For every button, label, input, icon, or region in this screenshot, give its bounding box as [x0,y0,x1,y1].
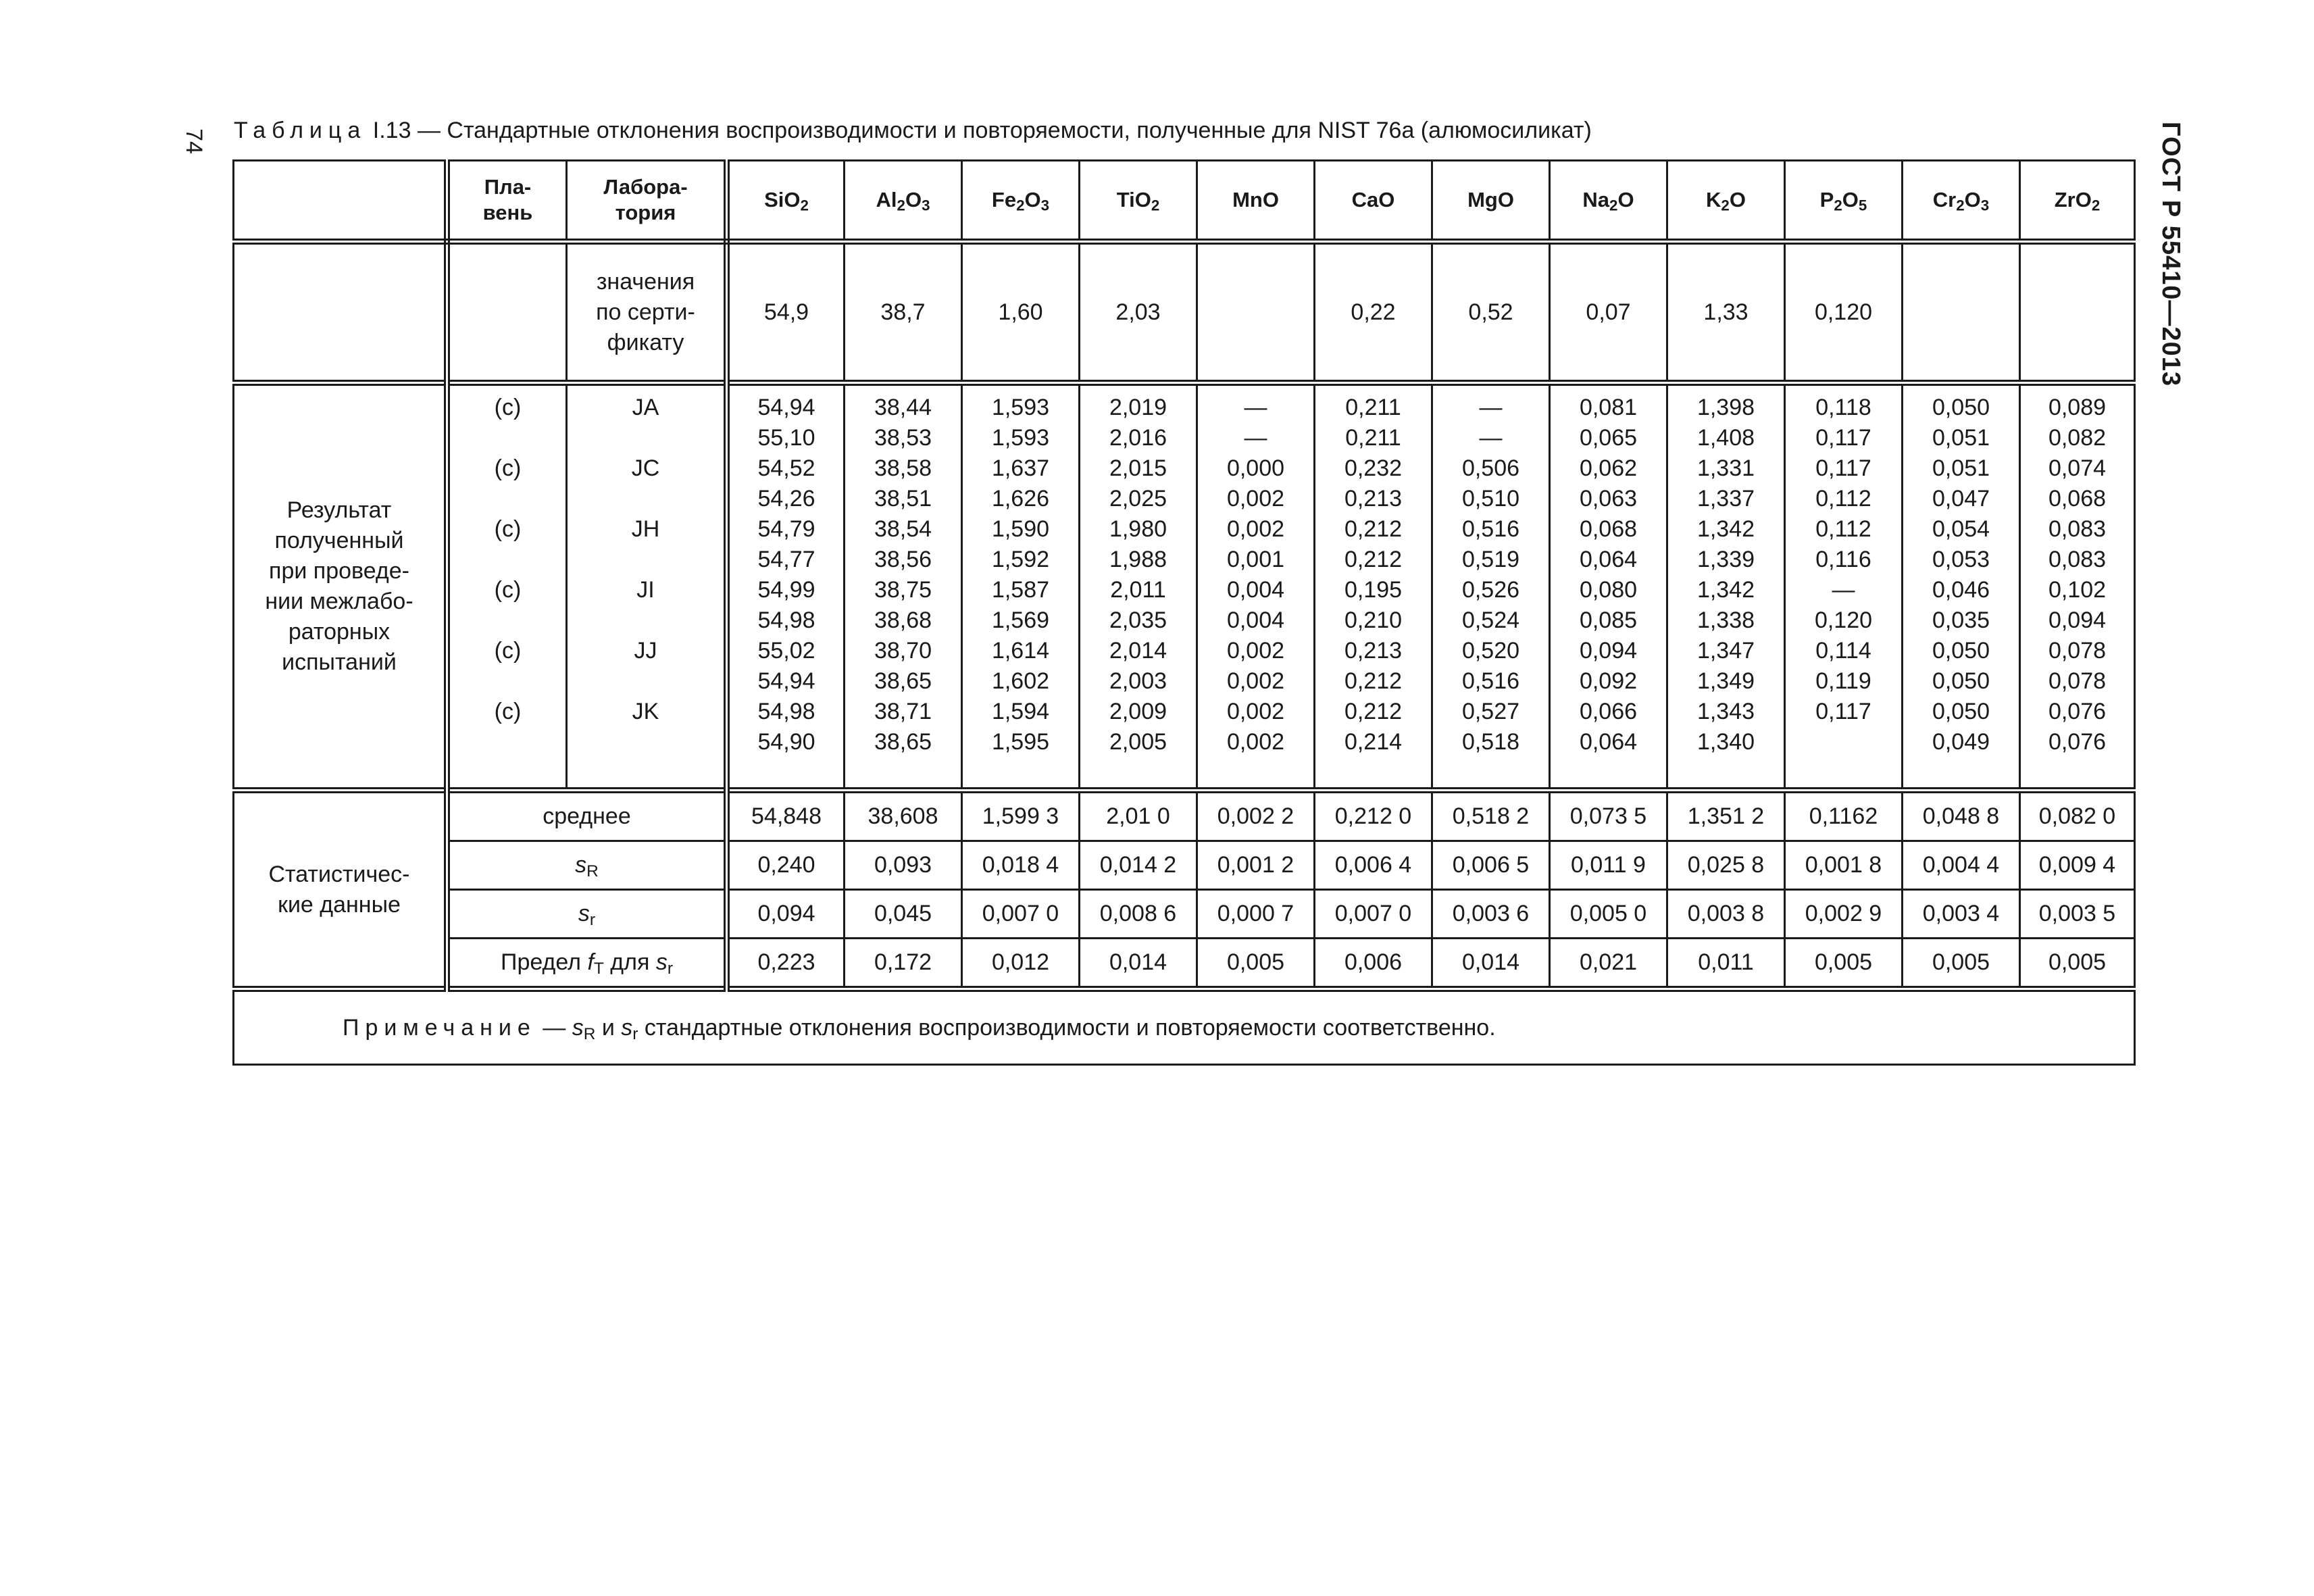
data-line: 0,053 [1932,547,1990,572]
stats-value: 0,003 8 [1667,890,1785,939]
data-line: 0,002 [1226,638,1285,664]
data-line: 0,516 [1461,516,1520,542]
stats-row-label: $s_r$ [447,890,727,939]
data-line: 0,112 [1815,516,1871,542]
header-oxide: $Na_2O$ [1550,161,1667,242]
data-line: 0,050 [1932,395,1990,420]
data-line: 0,114 [1815,638,1871,664]
header-oxide: TiO$_2$ [1080,161,1197,242]
data-line: 38,65 [874,729,932,755]
stats-value: 0,005 [1785,939,1903,989]
data-line: 0,002 [1226,516,1285,542]
data-line: 1,602 [991,668,1050,694]
data-line: 2,005 [1109,729,1167,755]
stats-value: 0,007 0 [962,890,1080,939]
data-line: 0,051 [1932,455,1990,481]
data-line: 0,078 [2048,668,2107,694]
data-line: — [1244,395,1267,420]
data-line: 0,074 [2048,455,2107,481]
certified-value: 38,7 [845,242,962,383]
stats-value: 0,003 4 [1903,890,2020,939]
header-oxide: MgO [1432,161,1550,242]
stats-value: 0,008 6 [1080,890,1197,939]
data-line: — [1244,425,1267,451]
data-line: 0,119 [1815,668,1871,694]
header-melt: Пла- вень [447,161,567,242]
header-oxide: SiO$_2$ [727,161,845,242]
data-line: 0,112 [1815,486,1871,512]
data-line: 0,520 [1461,638,1520,664]
result-column [1550,383,1667,791]
stats-group-label: Статистичес- кие данные [234,791,447,989]
data-line: 1,595 [991,729,1050,755]
data-line: 0,211 [1345,425,1401,451]
stats-row-label: среднее [447,791,727,841]
data-line: 1,342 [1696,516,1755,542]
header-oxide: MnO [1197,161,1315,242]
data-line: 0,117 [1815,425,1871,451]
result-column [845,383,962,791]
stats-value: 1,599 3 [962,791,1080,841]
data-line: 1,343 [1696,699,1755,724]
certified-value: 1,33 [1667,242,1785,383]
stats-value: 0,093 [845,841,962,890]
data-line: JC [631,455,660,481]
standard-id: ГОСТ Р 55410—2013 [2157,122,2185,386]
data-line: 0,076 [2048,729,2107,755]
data-line: 0,212 [1344,516,1403,542]
data-line: 0,064 [1579,547,1638,572]
stats-value: 0,021 [1550,939,1667,989]
data-line: 1,637 [991,455,1050,481]
data-line: 0,526 [1461,577,1520,603]
result-column [727,383,845,791]
stats-value: 0,048 8 [1903,791,2020,841]
data-line: 0,078 [2048,638,2107,664]
data-line: 0,195 [1344,577,1403,603]
stats-value: 0,006 4 [1315,841,1432,890]
stats-value: 0,002 9 [1785,890,1903,939]
caption-label: Таблица [234,118,367,143]
header-oxide: $P_2O_5$ [1785,161,1903,242]
data-line: 54,79 [757,516,815,542]
data-line: (c) [494,395,522,420]
certified-value: 0,120 [1785,242,1903,383]
data-line: 0,094 [2048,607,2107,633]
header-oxide: ZrO$_2$ [2020,161,2135,242]
stats-value: 0,223 [727,939,845,989]
table-caption [234,119,1592,142]
data-line: 1,594 [991,699,1050,724]
data-line: 2,035 [1109,607,1167,633]
data-line: 0,120 [1814,607,1873,633]
stats-value: 0,004 4 [1903,841,2020,890]
data-line: 54,26 [757,486,815,512]
stats-value: 0,014 [1080,939,1197,989]
data-line: 1,587 [991,577,1050,603]
data-line: 38,51 [874,486,932,512]
result-column [1315,383,1432,791]
data-line: (c) [494,699,522,724]
data-line: 0,050 [1932,699,1990,724]
data-line: 1,331 [1696,455,1755,481]
data-line: 1,980 [1109,516,1167,542]
data-line [568,605,724,636]
data-line: 0,232 [1344,455,1403,481]
stats-value: 0,518 2 [1432,791,1550,841]
table-note: Примечание — $s_R$ и $s_r$ стандартные отклонения воспроизводимости и повторяемости соответственно. [234,989,2135,1065]
data-line: 1,592 [991,547,1050,572]
stats-value: 0,011 [1667,939,1785,989]
data-line: 0,524 [1461,607,1520,633]
stats-value: 0,082 0 [2020,791,2135,841]
data-line: 0,050 [1932,668,1990,694]
caption-text: — Стандартные отклонения воспроизводимости и повторяемости, полученные для NIST 76a (алюмосиликат) [417,118,1592,143]
stats-value: 0,006 5 [1432,841,1550,890]
data-line: 0,116 [1815,547,1871,572]
stats-value: 0,014 2 [1080,841,1197,890]
data-line [450,484,565,514]
header-lab: Лабора- тория [567,161,727,242]
data-line: 0,004 [1226,607,1285,633]
data-line: 0,054 [1932,516,1990,542]
data-line: 1,398 [1696,395,1755,420]
data-line: JH [631,516,660,542]
data-line: 1,338 [1696,607,1755,633]
data-line: 1,342 [1696,577,1755,603]
data-line: 0,066 [1579,699,1638,724]
stats-value: 0,172 [845,939,962,989]
data-line: 1,337 [1696,486,1755,512]
data-line: 54,52 [757,455,815,481]
data-line: 0,092 [1579,668,1638,694]
certified-value: 0,22 [1315,242,1432,383]
certified-value: 0,07 [1550,242,1667,383]
data-line: 55,02 [757,638,815,664]
data-line: 1,339 [1696,547,1755,572]
data-line: 54,94 [757,668,815,694]
data-line: 0,518 [1461,729,1520,755]
stats-value: 0,018 4 [962,841,1080,890]
certified-value: 1,60 [962,242,1080,383]
data-line: 0,002 [1226,699,1285,724]
header-blank [234,161,447,242]
data-line: 38,68 [874,607,932,633]
data-line [450,666,565,697]
note-label: Примечание [343,1014,536,1041]
data-line: 1,626 [991,486,1050,512]
data-line: 55,10 [757,425,815,451]
lab-column [567,383,727,791]
stats-value: 0,003 6 [1432,890,1550,939]
data-line: 38,53 [874,425,932,451]
data-line: 1,593 [991,395,1050,420]
stats-value: 0,094 [727,890,845,939]
data-line: 2,003 [1109,668,1167,694]
data-line: 0,117 [1815,699,1871,724]
data-line: 38,56 [874,547,932,572]
stats-value: 1,351 2 [1667,791,1785,841]
data-line: 0,506 [1461,455,1520,481]
data-line: 0,117 [1815,455,1871,481]
data-line: 0,065 [1579,425,1638,451]
data-line: — [1832,577,1855,603]
stats-value: 0,212 0 [1315,791,1432,841]
stats-value: 0,003 5 [2020,890,2135,939]
data-line: 2,019 [1109,395,1167,420]
stats-value: 0,073 5 [1550,791,1667,841]
stats-value: 54,848 [727,791,845,841]
data-line: JA [632,395,659,420]
data-line: 0,213 [1344,638,1403,664]
interlab-group-label: Результат полученный при проведе- нии межлабо- раторных испытаний [234,383,447,791]
data-line: JK [632,699,659,724]
result-column [1432,383,1550,791]
data-line: 38,75 [874,577,932,603]
result-column [1667,383,1785,791]
certified-melt-blank [447,242,567,383]
data-line: — [1479,395,1503,420]
result-column [1080,383,1197,791]
stats-value: 0,007 0 [1315,890,1432,939]
header-oxide: $Fe_2O_3$ [962,161,1080,242]
data-line: 0,102 [2048,577,2107,603]
data-line: 1,349 [1696,668,1755,694]
data-line: 54,77 [757,547,815,572]
data-line: 38,44 [874,395,932,420]
data-line [450,423,565,453]
data-line: 0,068 [1579,516,1638,542]
data-line: 0,002 [1226,486,1285,512]
data-line: 1,347 [1696,638,1755,664]
data-line: 0,210 [1344,607,1403,633]
data-line: 0,516 [1461,668,1520,694]
data-line: 0,062 [1579,455,1638,481]
data-line: (c) [494,455,522,481]
data-line: 1,408 [1696,425,1755,451]
data-line: 2,016 [1109,425,1167,451]
data-line: 0,051 [1932,425,1990,451]
data-line: 54,94 [757,395,815,420]
data-line: 38,58 [874,455,932,481]
stats-value: 0,000 7 [1197,890,1315,939]
data-line: 0,519 [1461,547,1520,572]
certified-value: 2,03 [1080,242,1197,383]
header-oxide: $Al_2O_3$ [845,161,962,242]
stats-value: 0,005 0 [1550,890,1667,939]
data-line: 2,015 [1109,455,1167,481]
data-line [450,605,565,636]
note-text: стандартные отклонения воспроизводимости и повторяемости соответственно. [638,1014,1496,1041]
data-line: 0,527 [1461,699,1520,724]
data-line: 0,049 [1932,729,1990,755]
data-line: 0,212 [1344,547,1403,572]
data-line: 1,988 [1109,547,1167,572]
data-line: 0,002 [1226,668,1285,694]
data-line: 0,001 [1226,547,1285,572]
data-line: — [1479,425,1503,451]
data-line: (c) [494,638,522,664]
certified-value [1197,242,1315,383]
data-line: 0,214 [1344,729,1403,755]
data-line: 0,064 [1579,729,1638,755]
stats-value: 2,01 0 [1080,791,1197,841]
data-line: 1,340 [1696,729,1755,755]
page-number: 74 [180,128,207,154]
certified-value: 0,52 [1432,242,1550,383]
data-line: 0,063 [1579,486,1638,512]
data-line: 0,081 [1579,395,1638,420]
data-line: 1,569 [991,607,1050,633]
data-line: 0,047 [1932,486,1990,512]
data-line [568,666,724,697]
stats-row-label: $s_R$ [447,841,727,890]
stats-value: 0,045 [845,890,962,939]
data-line: 54,99 [757,577,815,603]
data-line: 38,71 [874,699,932,724]
data-line [1786,727,1901,757]
data-line [568,423,724,453]
data-line: 0,212 [1344,668,1403,694]
data-line: 0,000 [1226,455,1285,481]
data-line [450,727,565,757]
certified-blank [234,242,447,383]
stats-value: 0,001 2 [1197,841,1315,890]
stats-row-label: Предел $f_T$ для $s_r$ [447,939,727,989]
data-line: (c) [494,516,522,542]
data-line: 54,90 [757,729,815,755]
data-line: 2,014 [1109,638,1167,664]
stats-value: 0,009 4 [2020,841,2135,890]
data-line: 0,089 [2048,395,2107,420]
stats-value: 0,1162 [1785,791,1903,841]
data-line: 0,213 [1344,486,1403,512]
stats-value: 0,001 8 [1785,841,1903,890]
result-column [2020,383,2135,791]
stats-value: 0,005 [1903,939,2020,989]
result-column [1903,383,2020,791]
stats-value: 0,012 [962,939,1080,989]
certified-value: 54,9 [727,242,845,383]
data-line: 1,614 [991,638,1050,664]
certified-label: значения по серти- фикату [567,242,727,383]
header-oxide: $Cr_2O_3$ [1903,161,2020,242]
data-table [232,159,2136,1066]
data-line: 0,046 [1932,577,1990,603]
data-line: 0,094 [1579,638,1638,664]
data-line: 0,510 [1461,486,1520,512]
data-line: 1,593 [991,425,1050,451]
data-line [568,727,724,757]
data-line: 0,085 [1579,607,1638,633]
melt-column [447,383,567,791]
stats-value: 0,005 [1197,939,1315,989]
data-line: 0,083 [2048,516,2107,542]
data-line: 0,076 [2048,699,2107,724]
data-line: 0,050 [1932,638,1990,664]
data-line: 1,590 [991,516,1050,542]
data-line: JJ [634,638,657,664]
stats-value: 0,240 [727,841,845,890]
result-column [1197,383,1315,791]
data-line: 38,65 [874,668,932,694]
stats-value: 0,014 [1432,939,1550,989]
header-oxide: CaO [1315,161,1432,242]
stats-value: 38,608 [845,791,962,841]
data-line: 0,004 [1226,577,1285,603]
data-line: 0,211 [1345,395,1401,420]
stats-value: 0,025 8 [1667,841,1785,890]
data-line: 0,083 [2048,547,2107,572]
data-line: 54,98 [757,699,815,724]
caption-number: I.13 [372,118,411,143]
certified-value [1903,242,2020,383]
data-line: JI [636,577,655,603]
data-line: 0,118 [1815,395,1871,420]
data-line: 38,54 [874,516,932,542]
result-column [1785,383,1903,791]
data-line: 38,70 [874,638,932,664]
data-line [450,545,565,575]
stats-value: 0,011 9 [1550,841,1667,890]
result-column [962,383,1080,791]
data-line: 0,068 [2048,486,2107,512]
stats-value: 0,006 [1315,939,1432,989]
data-line [568,545,724,575]
data-line [568,484,724,514]
data-line: 2,011 [1110,577,1166,603]
data-line: 0,002 [1226,729,1285,755]
data-line: 0,082 [2048,425,2107,451]
data-line: (c) [494,577,522,603]
stats-value: 0,005 [2020,939,2135,989]
data-line: 2,009 [1109,699,1167,724]
data-line: 54,98 [757,607,815,633]
data-line: 0,080 [1579,577,1638,603]
data-line: 0,212 [1344,699,1403,724]
certified-value [2020,242,2135,383]
header-oxide: $K_2O$ [1667,161,1785,242]
data-line: 0,035 [1932,607,1990,633]
data-line: 2,025 [1109,486,1167,512]
stats-value: 0,002 2 [1197,791,1315,841]
